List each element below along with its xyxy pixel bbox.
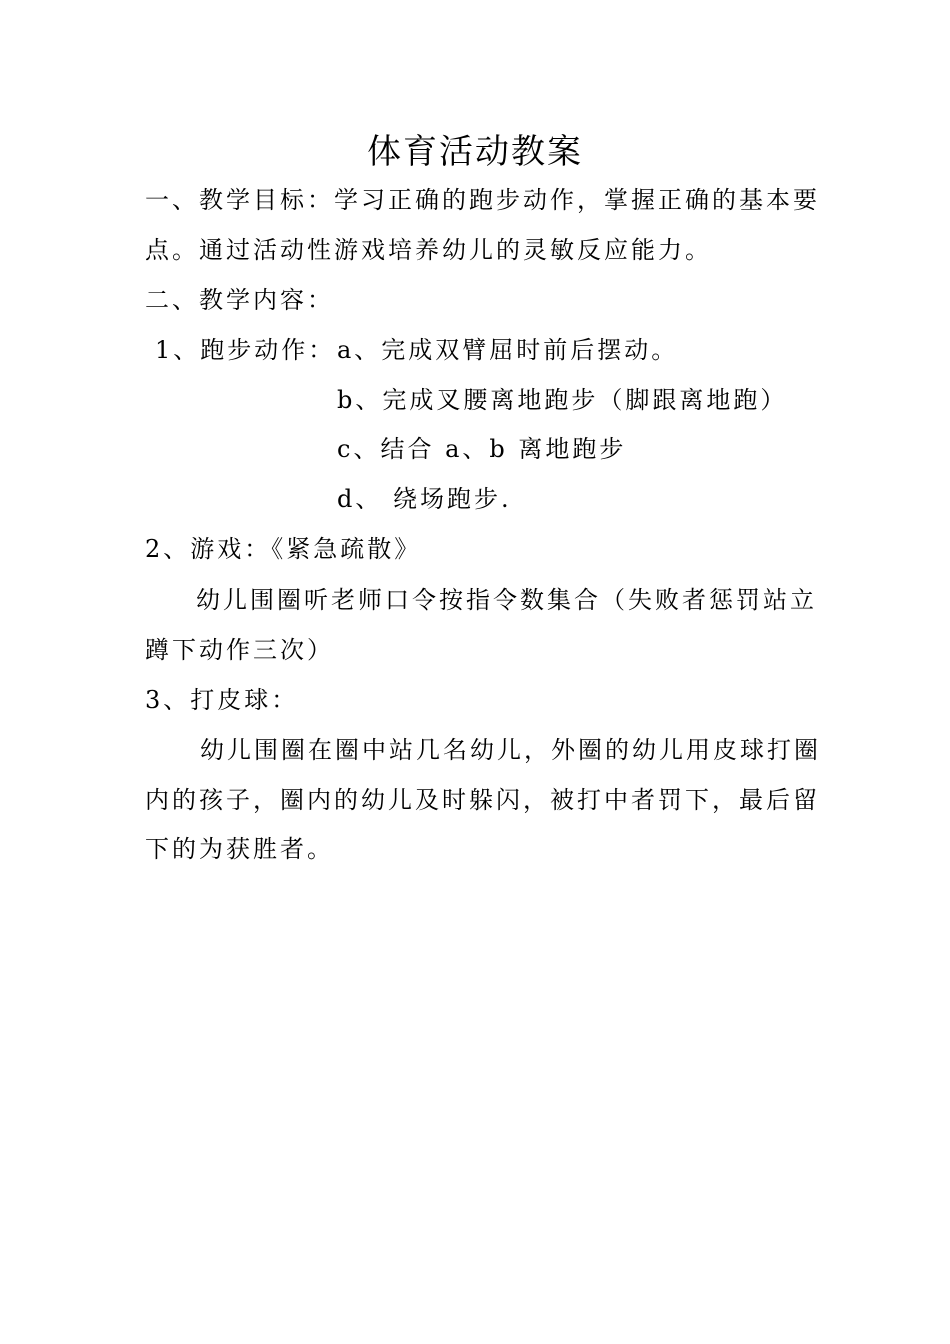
running-step-a: a、完成双臂屈时前后摆动。 <box>337 336 679 364</box>
dodgeball-line-3: 下的为获胜者。 <box>145 835 334 863</box>
dodgeball-line-1: 幼儿围圈在圈中站几名幼儿，外圈的幼儿用皮球打圈 <box>200 736 821 764</box>
dodgeball-line-2: 内的孩子，圈内的幼儿及时躲闪，被打中者罚下，最后留 <box>145 786 820 814</box>
running-step-d: d、 绕场跑步. <box>337 485 512 513</box>
dodgeball-heading: 3、打皮球： <box>145 686 299 714</box>
content-heading: 二、教学内容： <box>145 286 334 314</box>
running-step-b: b、完成叉腰离地跑步（脚跟离地跑） <box>337 386 788 414</box>
game-heading: 2、游戏：《紧急疏散》 <box>145 535 422 563</box>
running-label: 1、跑步动作： <box>155 336 336 364</box>
objective-line-2: 点。通过活动性游戏培养幼儿的灵敏反应能力。 <box>145 236 712 264</box>
game-line-2: 蹲下动作三次） <box>145 636 334 664</box>
running-step-c: c、结合 a、b 离地跑步 <box>337 435 627 463</box>
game-line-1: 幼儿围圈听老师口令按指令数集合（失败者惩罚站立 <box>196 586 817 614</box>
document-title: 体育活动教案 <box>367 132 583 172</box>
objective-line-1: 一、教学目标：学习正确的跑步动作，掌握正确的基本要 <box>145 186 820 214</box>
